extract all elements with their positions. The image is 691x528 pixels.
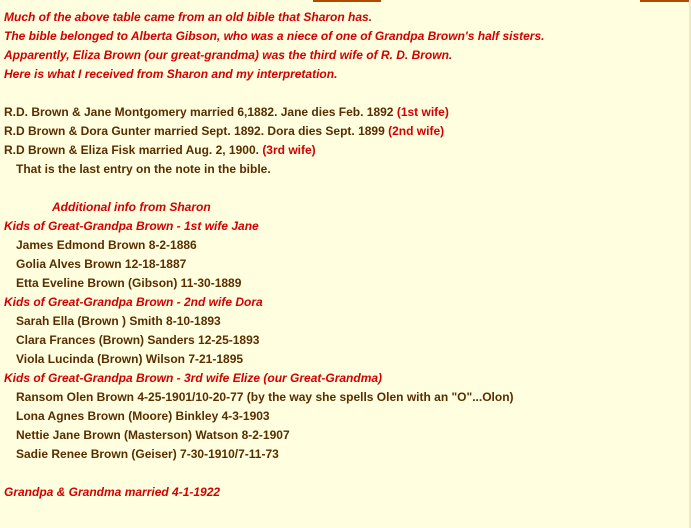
group-heading: Kids of Great-Grandpa Brown - 1st wife Jane — [4, 219, 259, 233]
bible-note: That is the last entry on the note in the bible. — [16, 162, 271, 176]
kid-entry: Sadie Renee Brown (Geiser) 7-30-1910/7-11-73 — [16, 447, 279, 461]
group-heading: Kids of Great-Grandpa Brown - 2nd wife Dora — [4, 295, 263, 309]
spacer — [4, 179, 684, 198]
kid-entry: Clara Frances (Brown) Sanders 12-25-1893 — [16, 333, 260, 347]
top-border-segment — [313, 0, 381, 2]
intro-line: The bible belonged to Alberta Gibson, who was a niece of one of Grandpa Brown's half sisters. — [4, 29, 545, 43]
intro-line: Much of the above table came from an old bible that Sharon has. — [4, 10, 373, 24]
intro-line: Apparently, Eliza Brown (our great-grandma) was the third wife of R. D. Brown. — [4, 48, 453, 62]
marriage-entry — [4, 141, 684, 160]
document-body — [4, 8, 684, 502]
footer-note: Grandpa & Grandma married 4-1-1922 — [4, 485, 221, 499]
marriage-entry — [4, 122, 684, 141]
top-border — [0, 0, 691, 4]
wife-note: (1st wife) — [396, 105, 449, 119]
spacer — [4, 84, 684, 103]
marriage-text: R.D Brown & Eliza Fisk married Aug. 2, 1900. — [4, 143, 259, 157]
kid-entry: Sarah Ella (Brown ) Smith 8-10-1893 — [16, 314, 221, 328]
kid-entry: Golia Alves Brown 12-18-1887 — [16, 257, 187, 271]
marriage-entry — [4, 103, 684, 122]
wife-note: (2nd wife) — [388, 124, 445, 138]
kid-entry: Ransom Olen Brown 4-25-1901/10-20-77 (by the way she spells Olen with an "O"...Olon) — [16, 390, 514, 404]
kid-entry: Nettie Jane Brown (Masterson) Watson 8-2-1907 — [16, 428, 290, 442]
group-heading: Kids of Great-Grandpa Brown - 3rd wife Elize (our Great-Grandma) — [4, 371, 383, 385]
intro-line: Here is what I received from Sharon and my interpretation. — [4, 67, 338, 81]
spacer — [4, 464, 684, 483]
wife-note: (3rd wife) — [262, 143, 316, 157]
kid-entry: Lona Agnes Brown (Moore) Binkley 4-3-1903 — [16, 409, 270, 423]
additional-heading: Additional info from Sharon — [52, 200, 211, 214]
kid-entry: James Edmond Brown 8-2-1886 — [16, 238, 197, 252]
marriage-text: R.D. Brown & Jane Montgomery married 6,1882. Jane dies Feb. 1892 — [4, 105, 394, 119]
marriage-text: R.D Brown & Dora Gunter married Sept. 1892. Dora dies Sept. 1899 — [4, 124, 385, 138]
top-border-segment — [640, 0, 691, 2]
kid-entry: Etta Eveline Brown (Gibson) 11-30-1889 — [16, 276, 242, 290]
kid-entry: Viola Lucinda (Brown) Wilson 7-21-1895 — [16, 352, 244, 366]
